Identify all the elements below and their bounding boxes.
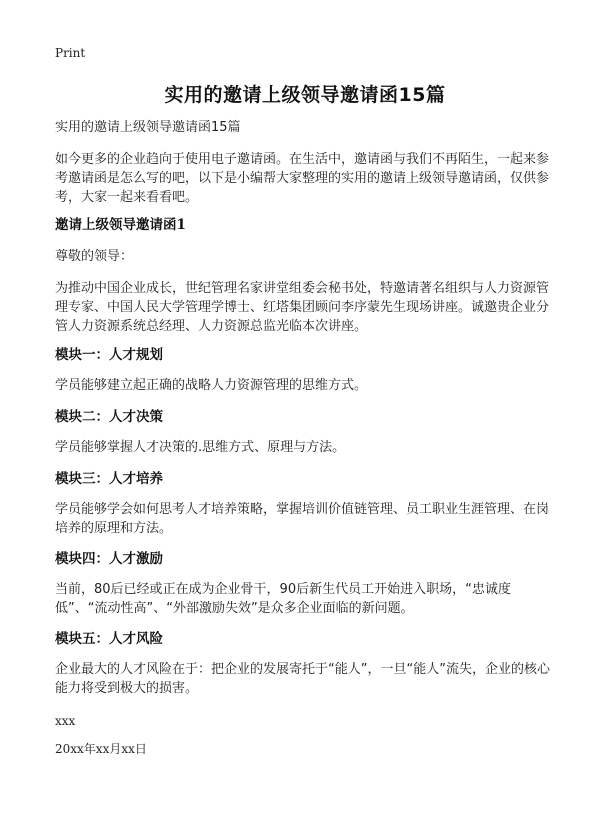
module-4-heading: 模块四：人才激励 — [55, 551, 163, 567]
page-title: 实用的邀请上级领导邀请函15篇 — [164, 84, 446, 106]
module-3-heading: 模块三：人才培养 — [55, 471, 163, 487]
module-1-text: 学员能够建立起正确的战略人力资源管理的思维方式。 — [55, 378, 368, 393]
module-3-text: 学员能够学会如何思考人才培养策略，掌握培训价值链管理、员工职业生涯管理、在岗培养的原理和方法。 — [55, 502, 550, 536]
signature-text: xxx — [55, 714, 76, 728]
module-5-heading: 模块五：人才风险 — [55, 631, 163, 647]
module-5-text: 企业最大的人才风险在于：把企业的发展寄托于“能人”，一旦“能人”流失，企业的核心能力将受到极大的损害。 — [55, 662, 550, 696]
module-2-text: 学员能够掌握人才决策的.思维方式、原理与方法。 — [55, 440, 346, 455]
document-subtitle: 实用的邀请上级领导邀请函15篇 — [55, 120, 241, 135]
greeting-text: 尊敬的领导： — [55, 249, 134, 264]
print-link[interactable]: Print — [55, 46, 86, 60]
body-paragraph: 为推动中国企业成长，世纪管理名家讲堂组委会秘书处，特邀请著名组织与人力资源管理专家、中国人民大学管理学博士、红塔集团顾问李序蒙先生现场讲座。诚邀贵企业分管人力资源系统总经理、人力资源总监光临本次讲座。 — [55, 281, 550, 334]
date-text: 20xx年xx月xx日 — [55, 742, 147, 756]
intro-paragraph: 如今更多的企业趋向于使用电子邀请函。在生活中，邀请函与我们不再陌生，一起来参考邀请函是怎么写的吧，以下是小编帮大家整理的实用的邀请上级领导邀请函，仅供参考，大家一起来看看吧。 — [55, 152, 550, 205]
section-heading: 邀请上级领导邀请函1 — [55, 217, 186, 233]
module-2-heading: 模块二：人才决策 — [55, 409, 163, 425]
module-4-text: 当前，80后已经或正在成为企业骨干，90后新生代员工开始进入职场，“忠诚度低”、“流动性高”、“外部激励失效”是众多企业面临的新问题。 — [55, 582, 511, 616]
module-1-heading: 模块一：人才规划 — [55, 347, 163, 363]
